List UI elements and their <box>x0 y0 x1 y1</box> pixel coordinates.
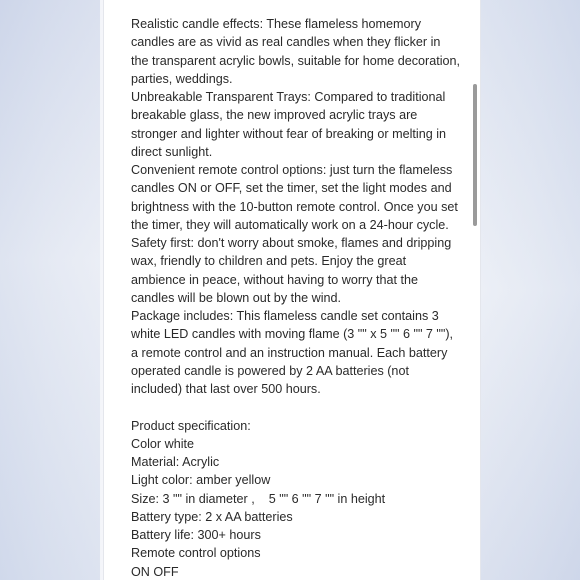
spec-line-remote: Remote control options <box>131 546 261 561</box>
spec-line-on-off: ON OFF <box>131 564 179 579</box>
background-left <box>0 0 100 580</box>
spec-line-battery-type: Battery type: 2 x AA batteries <box>131 509 293 524</box>
spec-line-size: Size: 3 "" in diameter , 5 "" 6 "" 7 "" in height <box>131 491 386 506</box>
paragraph-candle-effects: Realistic candle effects: These flameless homemory candles are as vivid as real candles when they flicker in the transparent acrylic bowls, suitable for home decoration, parties, weddings. <box>131 17 464 86</box>
spec-heading: Product specification: <box>131 418 251 433</box>
spec-line-light-color: Light color: amber yellow <box>131 473 271 488</box>
spec-line-color: Color white <box>131 436 194 451</box>
paragraph-remote-control: Convenient remote control options: just turn the flameless candles ON or OFF, set the timer, set the light modes and brightness with the 10-button remote control. Once you set the timer, they will automatically work on a 24-hour cycle. <box>131 163 462 232</box>
spec-line-material: Material: Acrylic <box>131 455 220 469</box>
paragraph-safety: Safety first: don't worry about smoke, flames and dripping wax, friendly to children and pets. Enjoy the great ambience in peace, without having to worry that the candles will be blown out by the wind. <box>131 236 455 305</box>
description-text <box>131 15 464 580</box>
spec-line-battery-life: Battery life: 300+ hours <box>131 528 261 542</box>
paragraph-package: Package includes: This flameless candle set contains 3 white LED candles with moving flame (3 "" x 5 "" 6 "" 7 ""), a remote control and an instruction manual. Each battery operated candle is powered by 2 AA batteries (not included) that last over 500 hours. <box>131 309 457 396</box>
spacer <box>131 398 461 416</box>
scrollbar-thumb[interactable] <box>473 84 477 226</box>
background-right <box>480 0 580 580</box>
scrollbar[interactable] <box>473 0 477 580</box>
paragraph-unbreakable-trays: Unbreakable Transparent Trays: Compared to traditional breakable glass, the new improved acrylic trays are stronger and lighter without fear of breaking or melting in direct sunlight. <box>131 90 450 159</box>
product-description-panel[interactable] <box>103 0 481 580</box>
